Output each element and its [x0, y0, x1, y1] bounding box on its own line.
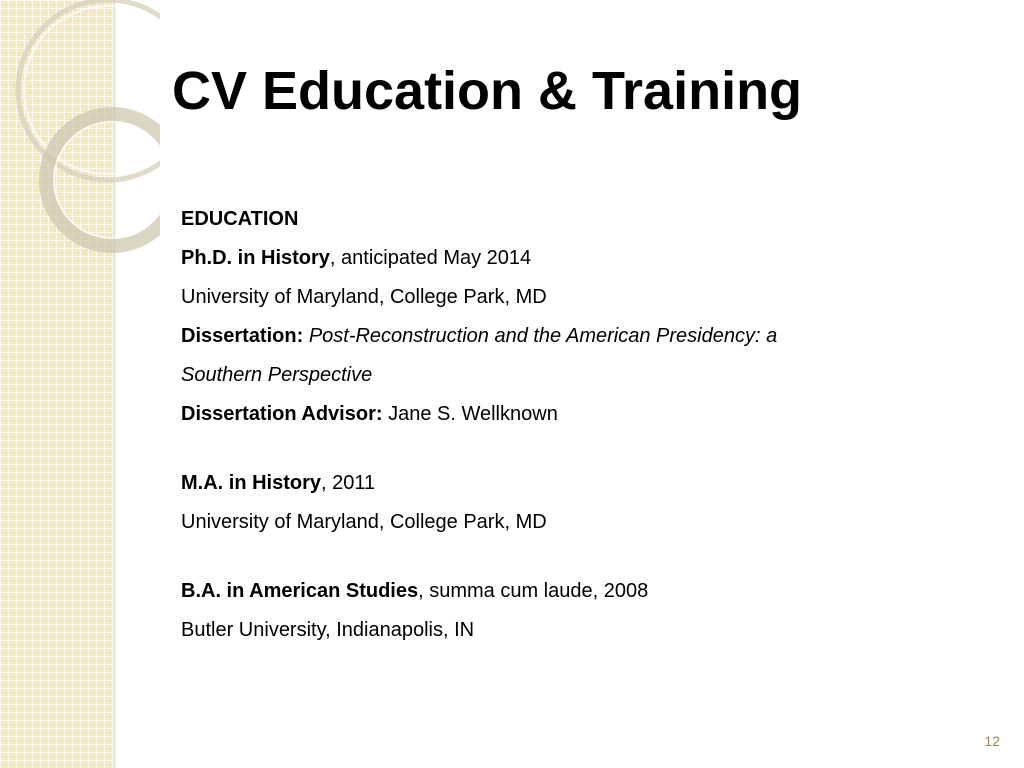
ba-degree-line: [181, 572, 981, 611]
advisor-label: Dissertation Advisor:: [181, 403, 383, 425]
spacer: [181, 434, 981, 464]
ma-detail: , 2011: [321, 472, 376, 494]
ma-degree: M.A. in History: [181, 472, 322, 494]
phd-detail: , anticipated May 2014: [329, 247, 532, 269]
advisor-name: Jane S. Wellknown: [388, 403, 558, 425]
dissertation-title-line2: Southern Perspective: [181, 364, 373, 386]
phd-degree: Ph.D. in History: [181, 247, 330, 269]
dissertation-title-line1: Post-Reconstruction and the American Presidency: a: [308, 325, 778, 347]
page-number: 12: [984, 733, 1000, 749]
phd-institution: University of Maryland, College Park, MD: [181, 286, 547, 308]
education-section: [181, 200, 981, 650]
spacer: [181, 542, 981, 572]
ma-institution: University of Maryland, College Park, MD: [181, 511, 547, 533]
dissertation-label: Dissertation:: [181, 325, 304, 347]
advisor-line: [181, 395, 981, 434]
ma-degree-line: [181, 464, 981, 503]
phd-degree-line: [181, 239, 981, 278]
slide-title: CV Education & Training: [172, 61, 803, 121]
ba-institution: Butler University, Indianapolis, IN: [181, 619, 475, 641]
section-heading: EDUCATION: [181, 208, 299, 230]
dissertation-line: [181, 317, 981, 356]
ba-degree: B.A. in American Studies: [181, 580, 419, 602]
decorative-rings: [0, 0, 160, 280]
ba-detail: , summa cum laude, 2008: [418, 580, 649, 602]
